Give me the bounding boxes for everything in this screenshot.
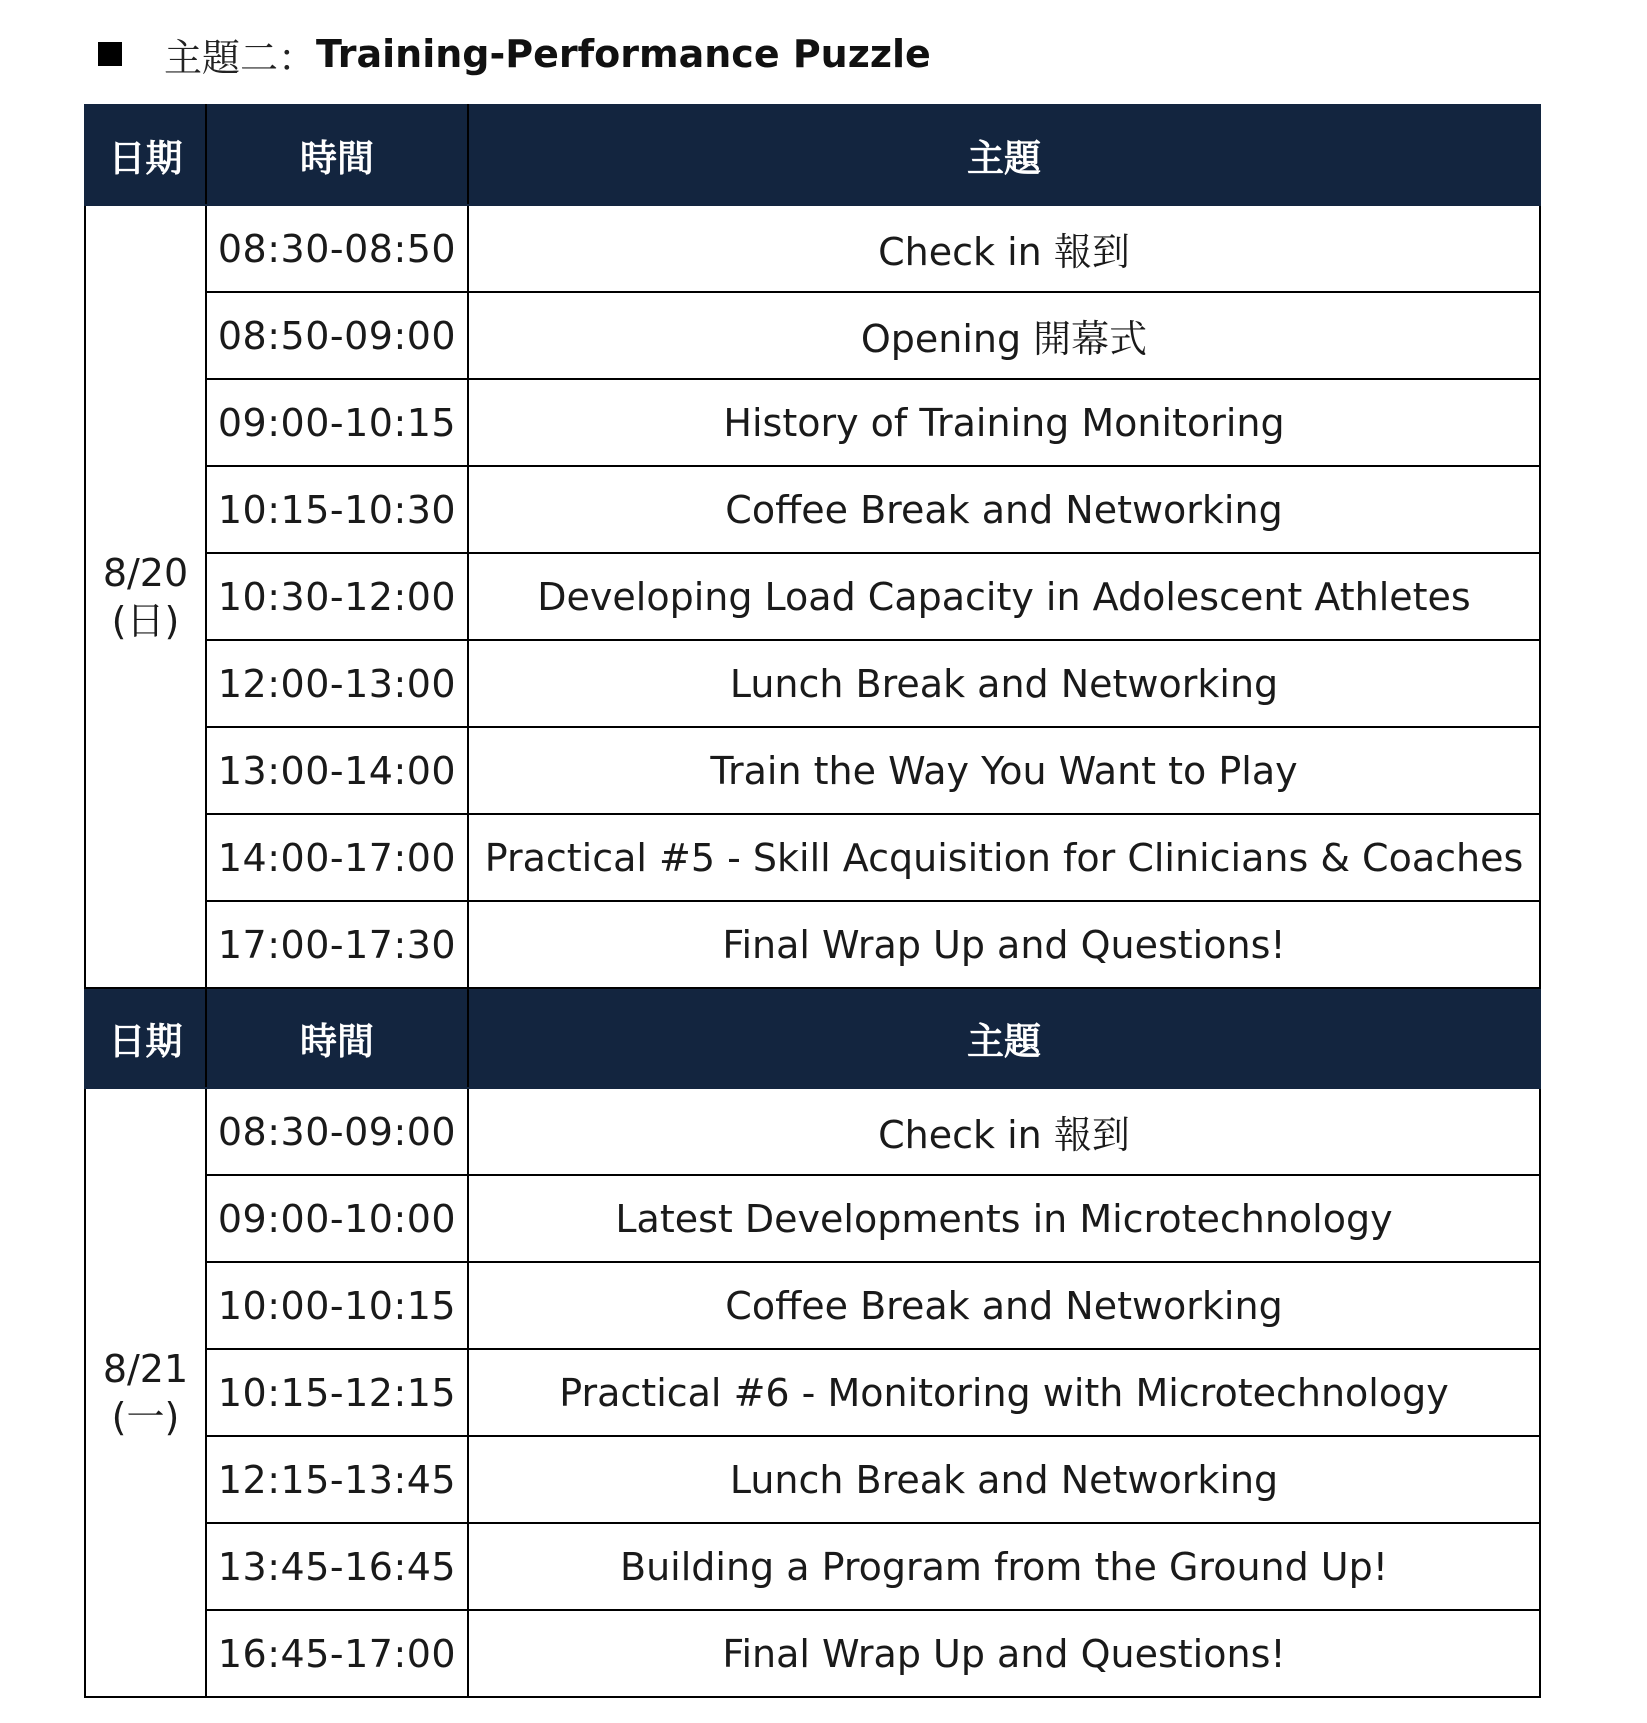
time-cell: 08:50-09:00 bbox=[206, 292, 468, 379]
table-row bbox=[85, 1610, 1540, 1697]
topic-cell: Final Wrap Up and Questions! bbox=[468, 1610, 1540, 1697]
topic-cell: Latest Developments in Microtechnology bbox=[468, 1175, 1540, 1262]
topic-cell: Coffee Break and Networking bbox=[468, 1262, 1540, 1349]
time-cell: 09:00-10:00 bbox=[206, 1175, 468, 1262]
time-cell: 10:00-10:15 bbox=[206, 1262, 468, 1349]
header-topic: 主題 bbox=[468, 105, 1540, 205]
time-cell: 12:00-13:00 bbox=[206, 640, 468, 727]
header-time: 時間 bbox=[206, 105, 468, 205]
time-cell: 09:00-10:15 bbox=[206, 379, 468, 466]
table-row bbox=[85, 466, 1540, 553]
time-cell: 17:00-17:30 bbox=[206, 901, 468, 988]
date-value: 8/21 bbox=[102, 1346, 189, 1391]
table-row bbox=[85, 1523, 1540, 1610]
date-cell-day2 bbox=[85, 1088, 206, 1697]
table-row bbox=[85, 1175, 1540, 1262]
topic-cell: Opening 開幕式 bbox=[468, 292, 1540, 379]
topic-cell: Building a Program from the Ground Up! bbox=[468, 1523, 1540, 1610]
table-row bbox=[85, 1349, 1540, 1436]
table-row bbox=[85, 1262, 1540, 1349]
square-bullet-icon bbox=[98, 42, 122, 66]
topic-cell: History of Training Monitoring bbox=[468, 379, 1540, 466]
topic-cell: Coffee Break and Networking bbox=[468, 466, 1540, 553]
topic-cell: Practical #6 - Monitoring with Microtechnology bbox=[468, 1349, 1540, 1436]
time-cell: 08:30-08:50 bbox=[206, 205, 468, 292]
weekday-value: (一) bbox=[111, 1394, 180, 1439]
section-heading bbox=[98, 28, 931, 80]
date-cell-day1 bbox=[85, 205, 206, 988]
topic-cell: Train the Way You Want to Play bbox=[468, 727, 1540, 814]
topic-cell: Developing Load Capacity in Adolescent Athletes bbox=[468, 553, 1540, 640]
time-cell: 13:00-14:00 bbox=[206, 727, 468, 814]
topic-cell: Check in 報到 bbox=[468, 1088, 1540, 1175]
time-cell: 08:30-09:00 bbox=[206, 1088, 468, 1175]
table-row bbox=[85, 727, 1540, 814]
schedule-table bbox=[84, 104, 1541, 1698]
table-row bbox=[85, 814, 1540, 901]
time-cell: 16:45-17:00 bbox=[206, 1610, 468, 1697]
table-row bbox=[85, 553, 1540, 640]
date-value: 8/20 bbox=[102, 550, 189, 595]
heading-prefix: 主題二： bbox=[164, 35, 317, 80]
time-cell: 14:00-17:00 bbox=[206, 814, 468, 901]
table-row bbox=[85, 205, 1540, 292]
topic-cell: Final Wrap Up and Questions! bbox=[468, 901, 1540, 988]
table-row bbox=[85, 379, 1540, 466]
time-cell: 10:15-10:30 bbox=[206, 466, 468, 553]
table-row bbox=[85, 901, 1540, 988]
weekday-value: (日) bbox=[111, 598, 180, 643]
time-cell: 12:15-13:45 bbox=[206, 1436, 468, 1523]
table-row bbox=[85, 1088, 1540, 1175]
table-row bbox=[85, 640, 1540, 727]
header-date: 日期 bbox=[85, 105, 206, 205]
time-cell: 10:15-12:15 bbox=[206, 1349, 468, 1436]
topic-cell: Practical #5 - Skill Acquisition for Clinicians & Coaches bbox=[468, 814, 1540, 901]
time-cell: 13:45-16:45 bbox=[206, 1523, 468, 1610]
topic-cell: Lunch Break and Networking bbox=[468, 1436, 1540, 1523]
time-cell: 10:30-12:00 bbox=[206, 553, 468, 640]
topic-cell: Lunch Break and Networking bbox=[468, 640, 1540, 727]
header-date: 日期 bbox=[85, 988, 206, 1088]
table-row bbox=[85, 292, 1540, 379]
table-header-row bbox=[85, 105, 1540, 205]
heading-title: Training-Performance Puzzle bbox=[316, 32, 931, 76]
table-row bbox=[85, 1436, 1540, 1523]
header-topic: 主題 bbox=[468, 988, 1540, 1088]
header-time: 時間 bbox=[206, 988, 468, 1088]
table-header-row bbox=[85, 988, 1540, 1088]
topic-cell: Check in 報到 bbox=[468, 205, 1540, 292]
